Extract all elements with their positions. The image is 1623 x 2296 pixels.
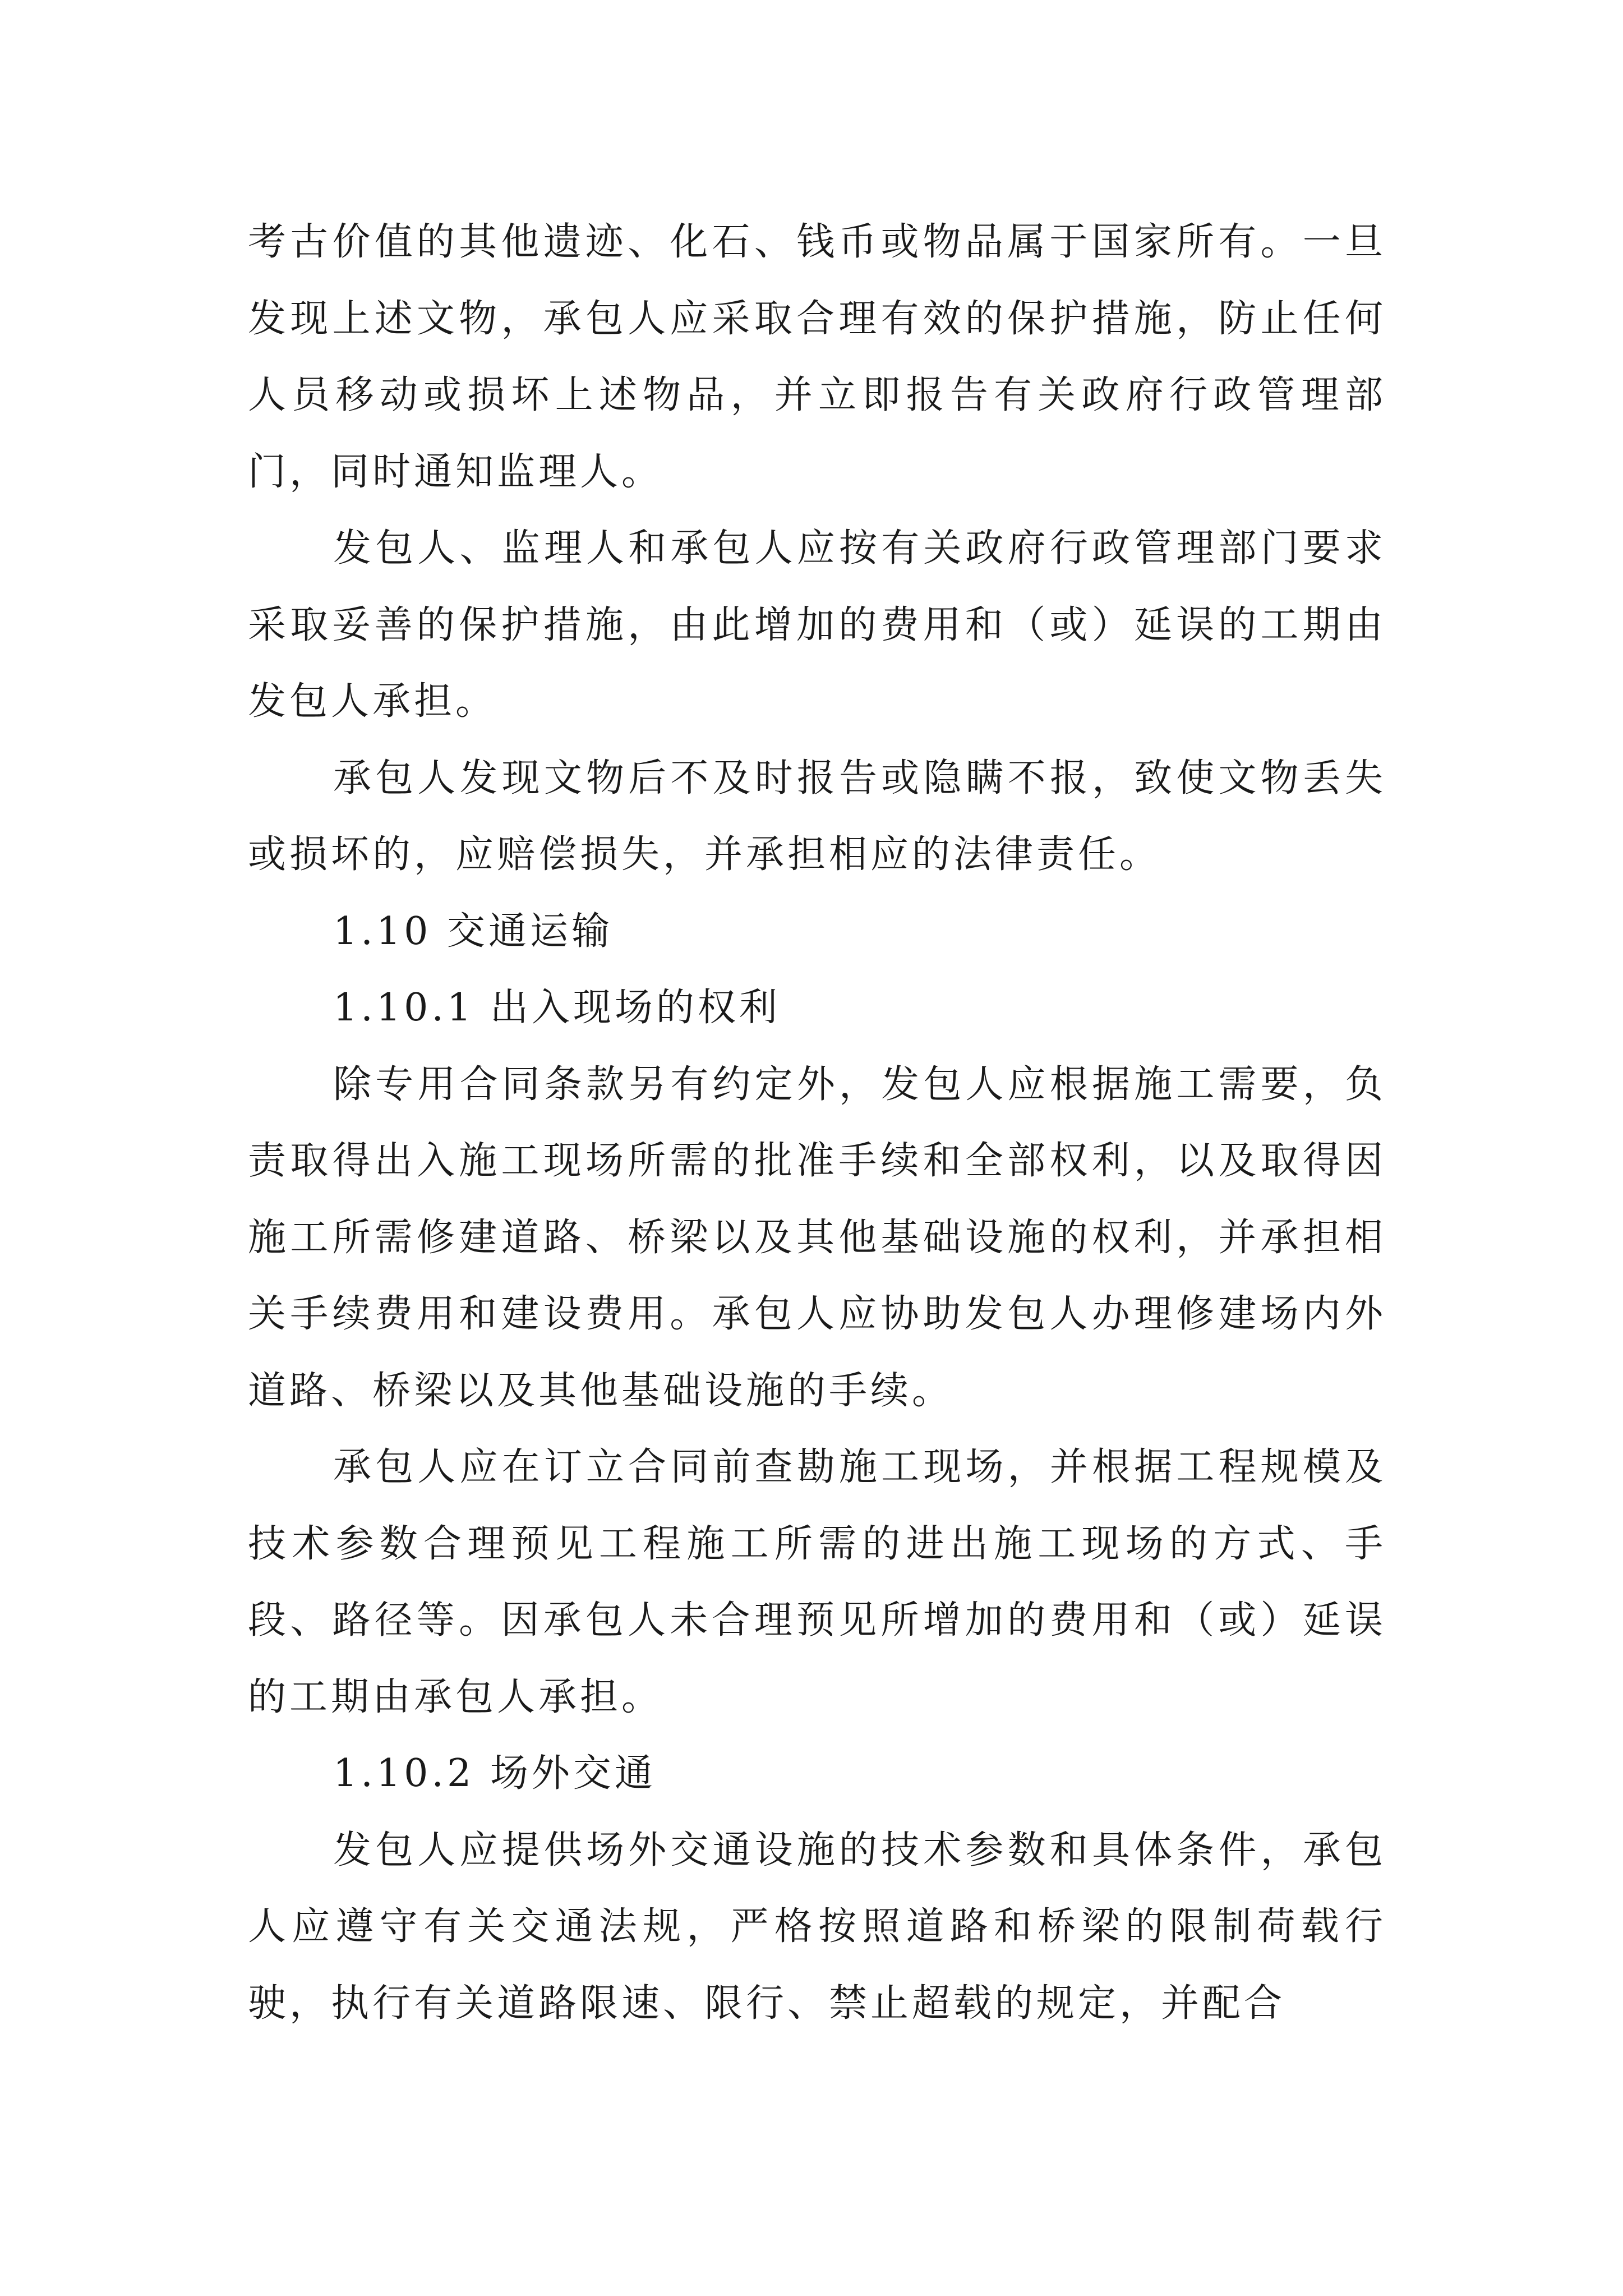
paragraph-protection-measures: 发包人、监理人和承包人应按有关政府行政管理部门要求采取妥善的保护措施，由此增加的费用和（或）延误的工期由发包人承担。 xyxy=(248,526,1386,724)
paragraph-offsite-traffic-rules: 发包人应提供场外交通设施的技术参数和具体条件，承包人应遵守有关交通法规，严格按照道路和桥梁的限制荷载行驶，执行有关道路限速、限行、禁止超载的规定，并配合 xyxy=(248,1828,1386,2026)
section-heading-transportation: 1.10 交通运输 xyxy=(333,909,614,954)
subsection-heading-offsite-traffic: 1.10.2 场外交通 xyxy=(333,1751,656,1796)
paragraph-access-approvals: 除专用合同条款另有约定外，发包人应根据施工需要，负责取得出入施工现场所需的批准手续和全部权利，以及取得因施工所需修建道路、桥梁以及其他基础设施的权利，并承担相关手续费用和建设费用。承包人应协助发包人办理修建场内外道路、桥梁以及其他基础设施的手续。 xyxy=(248,1062,1386,1413)
paragraph-cultural-relics-continued: 考古价值的其他遗迹、化石、钱币或物品属于国家所有。一旦发现上述文物，承包人应采取合理有效的保护措施，防止任何人员移动或损坏上述物品，并立即报告有关政府行政管理部门，同时通知监理人。 xyxy=(248,220,1386,494)
paragraph-site-survey: 承包人应在订立合同前查勘施工现场，并根据工程规模及技术参数合理预见工程施工所需的进出施工现场的方式、手段、路径等。因承包人未合理预见所增加的费用和（或）延误的工期由承包人承担。 xyxy=(248,1445,1386,1719)
subsection-heading-site-access-rights: 1.10.1 出入现场的权利 xyxy=(333,986,781,1030)
paragraph-concealment-liability: 承包人发现文物后不及时报告或隐瞒不报，致使文物丢失或损坏的，应赔偿损失，并承担相应的法律责任。 xyxy=(248,756,1386,877)
document-body xyxy=(248,204,1386,2042)
